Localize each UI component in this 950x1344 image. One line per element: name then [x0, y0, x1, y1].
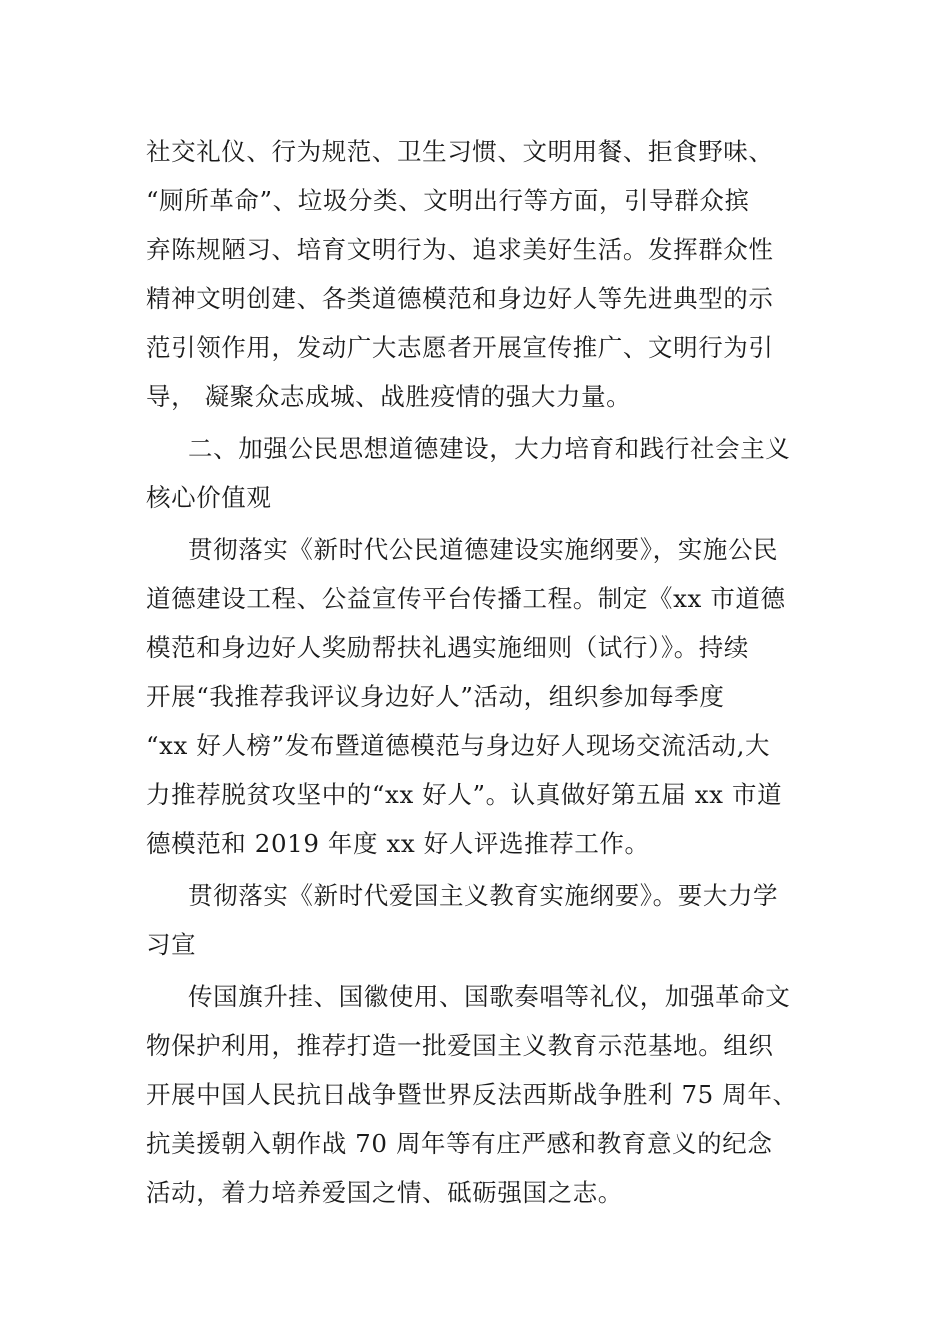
text-line: 道德建设工程、公益宣传平台传播工程。制定《xx 市道德	[146, 584, 786, 613]
paragraph-start: 贯彻落实《新时代爱国主义教育实施纲要》。要大力学	[188, 881, 779, 910]
section-heading: 二、加强公民思想道德建设，大力培育和践行社会主义	[188, 434, 791, 463]
text-line: “厕所革命”、垃圾分类、文明出行等方面，引导群众摈	[146, 186, 750, 215]
text-line: 活动，着力培养爱国之情、砥砺强国之志。	[146, 1178, 623, 1207]
text-line: 模范和身边好人奖励帮扶礼遇实施细则（试行）》。持续	[146, 633, 749, 662]
text-line: 精神文明创建、各类道德模范和身边好人等先进典型的示	[146, 284, 774, 313]
text-line: 抗美援朝入朝作战 70 周年等有庄严感和教育意义的纪念	[146, 1129, 773, 1158]
text-line: 开展中国人民抗日战争暨世界反法西斯战争胜利 75 周年、	[146, 1080, 798, 1109]
text-line: 习宣	[146, 930, 197, 959]
paragraph-start: 传国旗升挂、国徽使用、国歌奏唱等礼仪，加强革命文	[188, 982, 791, 1011]
text-line: “xx 好人榜”发布暨道德模范与身边好人现场交流活动,大	[146, 731, 771, 760]
text-line: 德模范和 2019 年度 xx 好人评选推荐工作。	[146, 829, 650, 858]
text-line: 弃陈规陋习、培育文明行为、追求美好生活。发挥群众性	[146, 235, 774, 264]
text-line: 物保护利用，推荐打造一批爱国主义教育示范基地。组织	[146, 1031, 774, 1060]
section-heading-continued: 核心价值观	[146, 483, 272, 512]
text-line: 范引领作用，发动广大志愿者开展宣传推广、文明行为引	[146, 333, 774, 362]
text-line: 力推荐脱贫攻坚中的“xx 好人”。认真做好第五届 xx 市道	[146, 780, 783, 809]
paragraph-start: 贯彻落实《新时代公民道德建设实施纲要》，实施公民	[188, 535, 779, 564]
text-line: 开展“我推荐我评议身边好人”活动，组织参加每季度	[146, 682, 725, 711]
text-line: 社交礼仪、行为规范、卫生习惯、文明用餐、拒食野味、	[146, 137, 774, 166]
text-line: 导， 凝聚众志成城、战胜疫情的强大力量。	[146, 382, 632, 411]
